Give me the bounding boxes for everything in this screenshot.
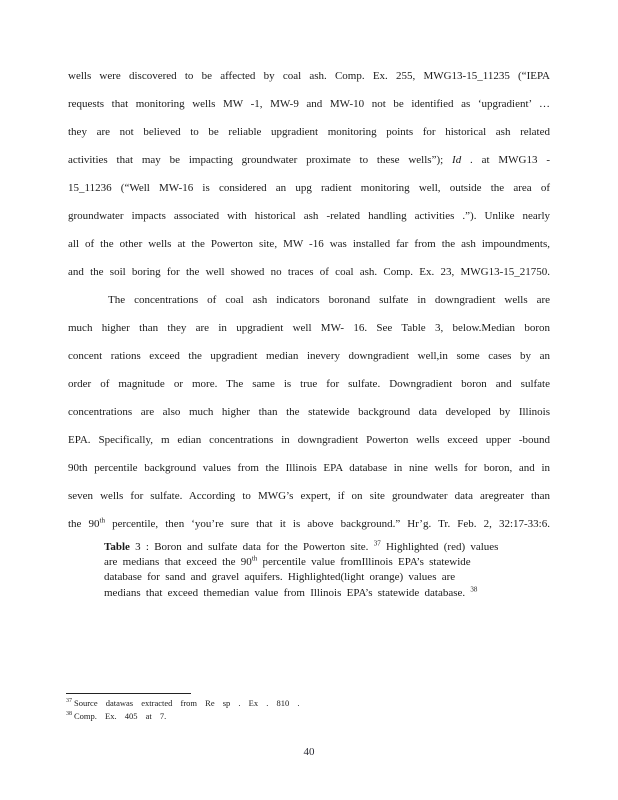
body-line — [68, 174, 550, 202]
text-segment: requests that monitoring wells MW -1, MW-9 and MW-10 not be identified as ‘upgradient’ … — [68, 98, 550, 110]
page-number: 40 — [303, 746, 315, 758]
body-line — [68, 230, 550, 258]
text-segment: database for sand and gravel aquifers. Highlighted(light orange) values are — [104, 571, 456, 584]
text-segment: concent rations exceed the upgradient median inevery downgradient well,in some cases by an — [68, 350, 550, 362]
body-line — [68, 454, 550, 482]
italic-text-segment: Id — [452, 154, 462, 166]
footnotes-block — [66, 697, 486, 723]
table-caption-line — [104, 570, 564, 585]
superscript: th — [251, 554, 258, 563]
text-segment: wells were discovered to be affected by coal ash. Comp. Ex. 255, MWG13-15_11235 (“IEPA — [68, 70, 550, 82]
text-segment: much higher than they are in upgradient well MW- 16. See Table 3, below.Median boron — [68, 322, 550, 334]
text-segment: EPA. Specifically, m edian concentrations in downgradient Powerton wells exceed upper -bound — [68, 434, 550, 446]
text-segment: The concentrations of coal ash indicators boronand sulfate in downgradient wells are — [108, 294, 550, 306]
body-line — [68, 314, 550, 342]
body-line — [68, 398, 550, 426]
footnote-separator-rule — [66, 693, 191, 694]
body-line — [68, 146, 550, 174]
body-text — [68, 62, 550, 538]
superscript: th — [99, 516, 105, 525]
text-segment: medians that exceed themedian value from Illinois EPA’s statewide database. — [104, 586, 471, 599]
table-caption-line — [104, 555, 564, 570]
superscript: 38 — [470, 584, 478, 593]
text-segment: concentrations are also much higher than the statewide background data developed by Illinois — [68, 406, 550, 418]
footnote — [66, 697, 486, 710]
text-segment: 15_11236 (“Well MW-16 is considered an upg radient monitoring well, outside the area of — [68, 182, 550, 194]
footnote-text: Source datawas extracted from Re sp . Ex . 810 . — [74, 698, 300, 708]
footnote-text: Comp. Ex. 405 at 7. — [74, 711, 167, 721]
body-line — [68, 482, 550, 510]
text-segment: activities that may be impacting groundwater proximate to these wells”); — [68, 154, 453, 166]
body-line — [68, 510, 550, 538]
text-segment: all of the other wells at the Powerton site, MW -16 was installed far from the ash impoundments, — [68, 238, 550, 250]
body-line — [68, 90, 550, 118]
text-segment: order of magnitude or more. The same is true for sulfate. Downgradient boron and sulfate — [68, 378, 550, 390]
text-segment: and the soil boring for the well showed no traces of coal ash. Comp. Ex. 23, MWG13-15_21750. — [68, 266, 550, 278]
text-segment: percentile, then ‘you’re sure that it is above background.” Hr’g. Tr. Feb. 2, 32:17-33:6. — [104, 518, 550, 530]
body-line — [68, 258, 550, 286]
text-segment: groundwater impacts associated with historical ash -related handling activities .”). Unlike nearly — [68, 210, 550, 222]
text-segment: seven wells for sulfate. According to MWG’s expert, if on site groundwater data aregreater than — [68, 490, 550, 502]
text-segment: percentile value fromIllinois EPA’s statewide — [257, 556, 471, 569]
body-line — [68, 118, 550, 146]
footnote — [66, 710, 486, 723]
footnote-marker: 38 — [66, 711, 72, 718]
table-caption — [104, 540, 564, 601]
text-segment: are medians that exceed the 90 — [104, 556, 252, 569]
body-line — [68, 202, 550, 230]
text-segment: Highlighted (red) values — [380, 541, 499, 553]
table-caption-line — [104, 586, 564, 601]
text-segment: 3 : Boron and sulfate data for the Powerton site. — [129, 541, 374, 553]
bold-text-segment: Table — [104, 541, 130, 553]
body-line — [68, 370, 550, 398]
table-caption-line — [104, 540, 564, 555]
text-segment: they are not believed to be reliable upgradient monitoring points for historical ash related — [68, 126, 550, 138]
body-line — [68, 426, 550, 454]
body-line — [68, 286, 550, 314]
text-segment: 90th percentile background values from the Illinois EPA database in nine wells for boron, and in — [68, 462, 550, 474]
superscript: 37 — [373, 539, 381, 548]
body-line — [68, 62, 550, 90]
text-segment: the 90 — [68, 518, 100, 530]
body-line — [68, 342, 550, 370]
footnote-marker: 37 — [66, 698, 72, 705]
text-segment: . at MWG13 - — [461, 154, 550, 166]
